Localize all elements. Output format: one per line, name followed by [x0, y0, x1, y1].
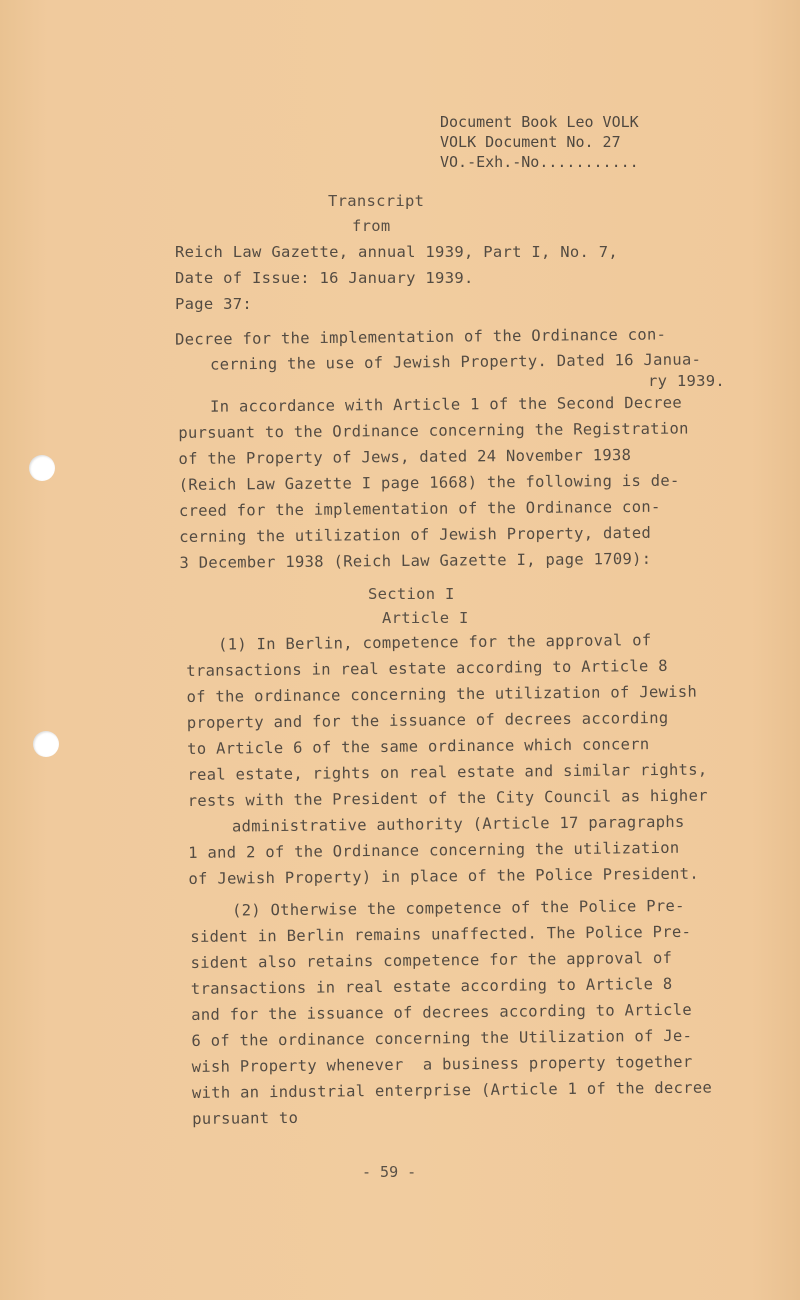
paragraph-line: administrative authority (Article 17 paragraphs — [231, 812, 685, 836]
paragraph-line: with an industrial enterprise (Article 1 of the decree — [191, 1078, 713, 1102]
preamble-line: In accordance with Article 1 of the Second Decree — [209, 393, 683, 416]
decree-title-line: cerning the use of Jewish Property. Dated 16 Janua- — [209, 350, 702, 374]
section-heading: Section I — [368, 585, 455, 603]
decree-title-line: Decree for the implementation of the Ordinance con- — [174, 325, 667, 349]
paragraph-line: (2) Otherwise the competence of the Police Pre- — [231, 896, 685, 920]
transcript-label: Transcript — [328, 192, 425, 210]
paragraph-line: sident also retains competence for the approval of — [190, 948, 673, 972]
page-number: - 59 - — [362, 1163, 417, 1181]
preamble-line: creed for the implementation of the Ordinance con- — [178, 497, 661, 520]
paragraph-line: 6 of the ordinance concerning the Utilization of Je- — [191, 1026, 693, 1050]
document-reference — [440, 112, 639, 172]
preamble-line: cerning the utilization of Jewish Property, dated — [179, 523, 652, 546]
paragraph-line: pursuant to — [192, 1108, 299, 1128]
preamble-line: pursuant to the Ordinance concerning the Registration — [178, 419, 689, 442]
page-reference: Page 37: — [175, 295, 253, 313]
article-heading: Article I — [382, 609, 469, 627]
from-label: from — [352, 217, 391, 235]
decree-title-line: ry 1939. — [648, 372, 726, 390]
paragraph-line: property and for the issuance of decrees according — [186, 708, 669, 732]
document-number-line: VOLK Document No. 27 — [440, 133, 621, 151]
punch-hole — [33, 731, 59, 757]
paragraph-line: sident in Berlin remains unaffected. The Police Pre- — [190, 922, 692, 946]
preamble-line: (Reich Law Gazette I page 1668) the following is de- — [178, 471, 680, 494]
paragraph-line: transactions in real estate according to Article 8 — [186, 656, 668, 680]
gazette-source: Reich Law Gazette, annual 1939, Part I, No. 7, — [175, 243, 619, 261]
paragraph-line: wish Property whenever a business property together — [191, 1052, 693, 1076]
paragraph-line: of the ordinance concerning the utilization of Jewish — [186, 682, 698, 706]
document-book-line: Document Book Leo VOLK — [440, 113, 639, 131]
paragraph-line: 1 and 2 of the Ordinance concerning the utilization — [188, 838, 680, 862]
paragraph-line: rests with the President of the City Council as higher — [187, 786, 708, 810]
paragraph-line: and for the issuance of decrees according to Article — [191, 1000, 693, 1024]
paragraph-line: transactions in real estate according to Article 8 — [190, 974, 673, 998]
preamble-line: 3 December 1938 (Reich Law Gazette I, page 1709): — [179, 549, 652, 572]
preamble-line: of the Property of Jews, dated 24 November 1938 — [178, 446, 632, 468]
paragraph-line: of Jewish Property) in place of the Police President. — [188, 864, 700, 888]
paragraph-line: (1) In Berlin, competence for the approval of — [217, 631, 652, 654]
paragraph-line: to Article 6 of the same ordinance which concern — [187, 735, 650, 758]
punch-hole — [29, 455, 55, 481]
exhibit-number-line: VO.-Exh.-No........... — [440, 153, 639, 171]
date-of-issue: Date of Issue: 16 January 1939. — [175, 269, 474, 287]
paragraph-line: real estate, rights on real estate and similar rights, — [187, 760, 708, 784]
